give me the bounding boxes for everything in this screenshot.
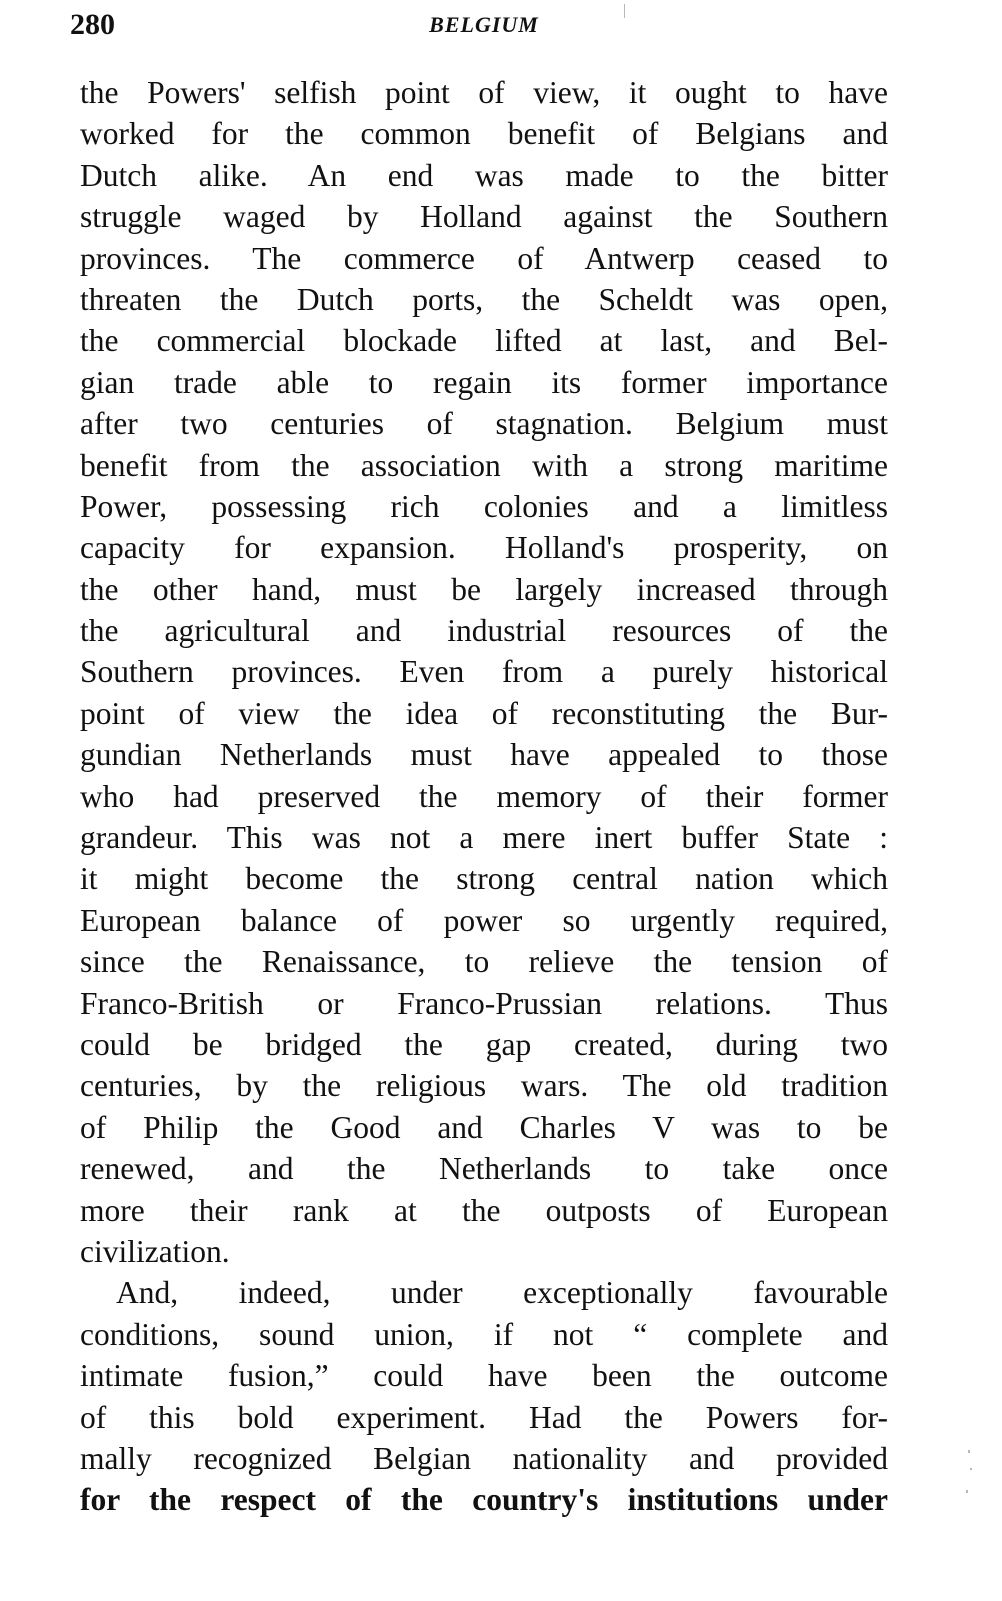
text-line: intimate fusion,” could have been the outcome bbox=[80, 1358, 888, 1394]
paragraph bbox=[80, 1272, 888, 1520]
scan-speck bbox=[966, 1490, 968, 1493]
running-head: BELGIUM bbox=[429, 12, 539, 37]
text-line: of this bold experiment. Had the Powers for- bbox=[80, 1399, 888, 1435]
text-line: renewed, and the Netherlands to take once bbox=[80, 1151, 888, 1187]
scan-speck bbox=[968, 1450, 970, 1453]
text-line: the other hand, must be largely increased through bbox=[80, 571, 888, 607]
text-line: since the Renaissance, to relieve the tension of bbox=[80, 944, 888, 980]
text-line: the Powers' selfish point of view, it ought to have bbox=[80, 75, 888, 110]
text-line: it might become the strong central nation which bbox=[80, 861, 888, 897]
text-line: Power, possessing rich colonies and a limitless bbox=[80, 488, 888, 524]
text-line: more their rank at the outposts of European bbox=[80, 1192, 888, 1228]
text-line: struggle waged by Holland against the Southern bbox=[80, 199, 888, 235]
text-line: European balance of power so urgently required, bbox=[80, 902, 888, 938]
text-line: the commercial blockade lifted at last, and Bel- bbox=[80, 323, 888, 359]
text-line: civilization. bbox=[80, 1233, 230, 1269]
text-line: the agricultural and industrial resources of the bbox=[80, 613, 888, 649]
text-line: gundian Netherlands must have appealed to those bbox=[80, 737, 888, 773]
text-line: gian trade able to regain its former importance bbox=[80, 364, 888, 400]
text-line: worked for the common benefit of Belgians and bbox=[80, 116, 888, 152]
scan-speck bbox=[624, 4, 625, 18]
body-text bbox=[80, 72, 888, 1521]
text-line: centuries, by the religious wars. The old tradition bbox=[80, 1068, 888, 1104]
text-line: benefit from the association with a strong maritime bbox=[80, 447, 888, 483]
page-number: 280 bbox=[70, 8, 115, 41]
text-line: mally recognized Belgian nationality and provided bbox=[80, 1440, 888, 1476]
text-line: of Philip the Good and Charles V was to be bbox=[80, 1109, 888, 1145]
text-line: who had preserved the memory of their former bbox=[80, 778, 888, 814]
text-line: point of view the idea of reconstituting the Bur- bbox=[80, 695, 888, 731]
text-line: capacity for expansion. Holland's prosperity, on bbox=[80, 530, 888, 566]
text-line: for the respect of the country's institutions under bbox=[80, 1482, 888, 1518]
scan-speck bbox=[970, 1468, 972, 1470]
paragraph bbox=[80, 72, 888, 1272]
text-line: grandeur. This was not a mere inert buffer State : bbox=[80, 820, 888, 856]
text-line: And, indeed, under exceptionally favourable bbox=[116, 1275, 888, 1311]
text-line: after two centuries of stagnation. Belgium must bbox=[80, 406, 888, 442]
text-line: Franco-British or Franco-Prussian relations. Thus bbox=[80, 985, 888, 1021]
text-line: Southern provinces. Even from a purely historical bbox=[80, 654, 888, 690]
text-line: threaten the Dutch ports, the Scheldt was open, bbox=[80, 281, 888, 317]
text-line: could be bridged the gap created, during two bbox=[80, 1026, 888, 1062]
text-line: conditions, sound union, if not “ complete and bbox=[80, 1316, 888, 1352]
page-header bbox=[70, 6, 888, 46]
text-line: provinces. The commerce of Antwerp ceased to bbox=[80, 240, 888, 276]
text-line: Dutch alike. An end was made to the bitter bbox=[80, 157, 888, 193]
